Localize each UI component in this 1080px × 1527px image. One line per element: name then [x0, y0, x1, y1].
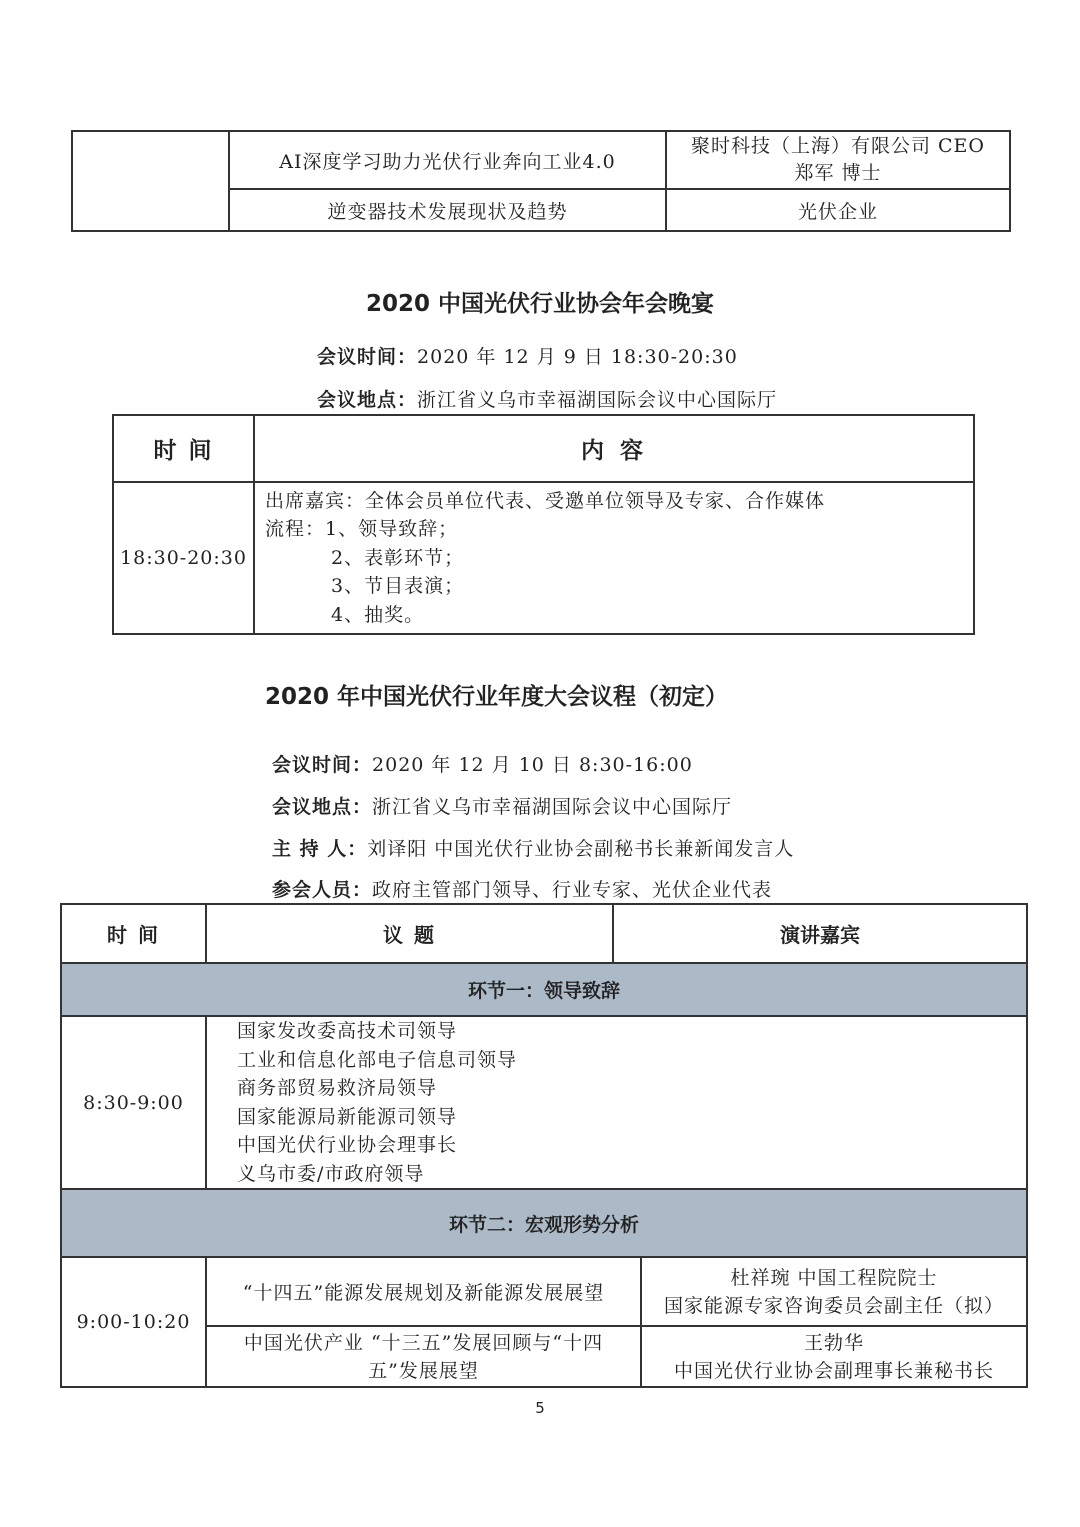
speaker-line: 王勃华: [804, 1331, 865, 1354]
banquet-time-cell: 18:30-20:30: [113, 482, 254, 634]
conference-venue: [272, 792, 732, 819]
section2-time-cell: 9:00-10:20: [61, 1257, 206, 1387]
agenda-table-header: [60, 903, 1028, 964]
speaker-line: 中国光伏行业协会副理事长兼秘书长: [674, 1359, 995, 1382]
process-step: 4、抽奖。: [331, 603, 425, 626]
speaker-line: 杜祥琬 中国工程院院士: [730, 1266, 938, 1289]
speaker-line: 国家能源专家咨询委员会副主任（拟）: [664, 1294, 1005, 1317]
top-agenda-table: [71, 130, 1011, 232]
conference-attendees-label: 参会人员：: [272, 879, 373, 901]
speaker-cell: [666, 131, 1010, 189]
banquet-table: [112, 414, 975, 635]
section1-items-cell: [206, 1016, 1027, 1189]
agenda-table: [60, 962, 1028, 1388]
conference-host-label: 主 持 人：: [272, 838, 368, 860]
speaker-item: 国家能源局新能源司领导: [237, 1105, 458, 1128]
conference-attendees-value: 政府主管部门领导、行业专家、光伏企业代表: [372, 879, 773, 901]
conference-time-value: 2020 年 12 月 10 日 8:30-16:00: [372, 754, 693, 776]
speaker-item: 工业和信息化部电子信息司领导: [237, 1048, 518, 1071]
topic-cell: [206, 1326, 641, 1387]
header-topic: 议 题: [206, 904, 613, 963]
speaker-cell: 光伏企业: [666, 189, 1010, 231]
banquet-time: [317, 342, 738, 369]
conference-attendees: [272, 875, 772, 902]
topic-line: 五”发展展望: [368, 1359, 479, 1382]
topic-cell: AI深度学习助力光伏行业奔向工业4.0: [229, 131, 666, 189]
header-speaker: 演讲嘉宾: [613, 904, 1027, 963]
speaker-item: 中国光伏行业协会理事长: [237, 1134, 458, 1156]
process-label: 流程：: [265, 518, 326, 541]
banquet-venue-label: 会议地点：: [317, 389, 418, 411]
process-line: [265, 515, 973, 544]
process-step: 2、表彰环节；: [331, 546, 465, 569]
topic-cell: 逆变器技术发展现状及趋势: [229, 189, 666, 231]
guests-line: 出席嘉宾：全体会员单位代表、受邀单位领导及专家、合作媒体: [265, 489, 826, 512]
conference-time-label: 会议时间：: [272, 754, 373, 776]
conference-host: [272, 834, 794, 861]
conference-venue-value: 浙江省义乌市幸福湖国际会议中心国际厅: [372, 796, 733, 818]
conference-venue-label: 会议地点：: [272, 796, 373, 818]
topic-cell: “十四五”能源发展规划及新能源发展展望: [206, 1257, 641, 1326]
speaker-line: 聚时科技（上海）有限公司 CEO: [690, 135, 986, 157]
speaker-item: 商务部贸易救济局领导: [237, 1077, 438, 1099]
banquet-title: 2020 中国光伏行业协会年会晚宴: [365, 291, 715, 317]
conference-time: [272, 750, 693, 777]
topic-line: 中国光伏产业 “十三五”发展回顾与“十四: [243, 1331, 604, 1354]
section-header-2: 环节二：宏观形势分析: [61, 1189, 1027, 1257]
banquet-time-label: 会议时间：: [317, 346, 418, 368]
conference-host-value: 刘译阳 中国光伏行业协会副秘书长兼新闻发言人: [367, 838, 795, 860]
header-time: 时 间: [113, 415, 254, 482]
section1-time-cell: 8:30-9:00: [61, 1016, 206, 1189]
speaker-cell: [641, 1326, 1027, 1387]
speaker-item: 国家发改委高技术司领导: [237, 1020, 458, 1042]
banquet-content-cell: [254, 482, 974, 634]
header-content: 内 容: [254, 415, 974, 482]
speaker-item: 义乌市委/市政府领导: [237, 1162, 425, 1185]
banquet-venue-value: 浙江省义乌市幸福湖国际会议中心国际厅: [417, 389, 778, 411]
process-step: 3、节目表演；: [331, 575, 465, 598]
speaker-cell: [641, 1257, 1027, 1326]
banquet-venue: [317, 385, 777, 412]
conference-title: 2020 年中国光伏行业年度大会议程（初定）: [265, 684, 729, 710]
header-time: 时 间: [61, 904, 206, 963]
speaker-line: 郑军 博士: [794, 162, 882, 184]
page-number: 5: [535, 1399, 545, 1417]
empty-time-cell: [72, 131, 229, 231]
process-step: 1、领导致辞；: [325, 518, 459, 541]
banquet-time-value: 2020 年 12 月 9 日 18:30-20:30: [417, 346, 738, 368]
section-header-1: 环节一：领导致辞: [61, 963, 1027, 1016]
